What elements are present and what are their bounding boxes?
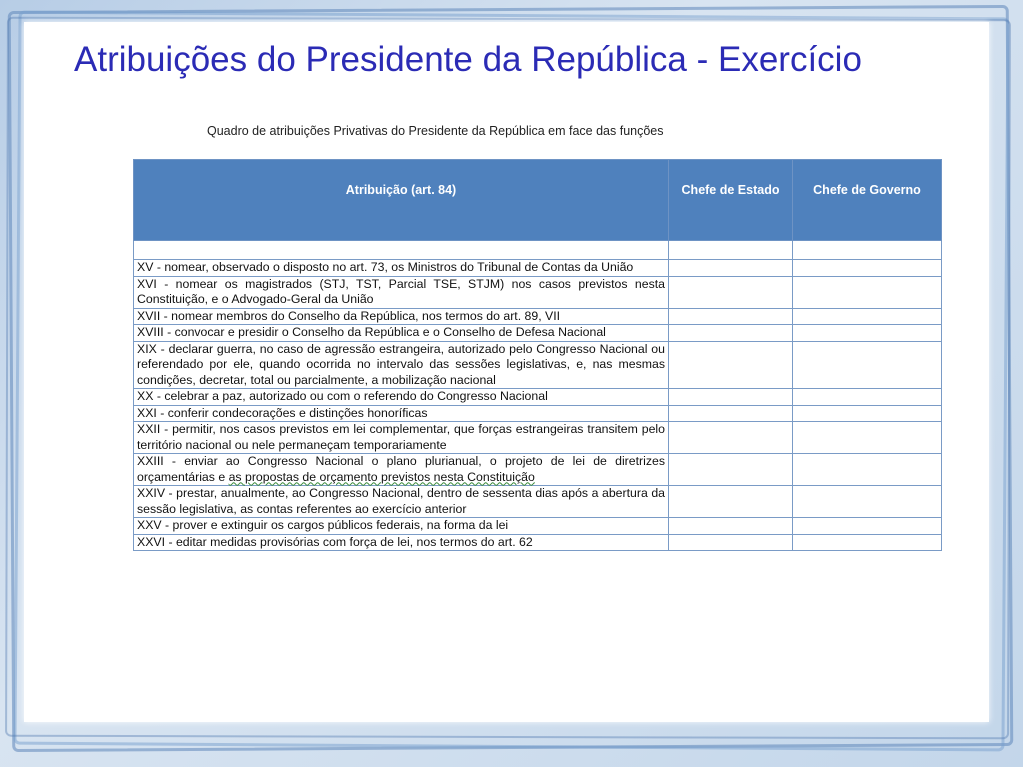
table-row xyxy=(134,486,942,518)
header-chefe-de-estado: Chefe de Estado xyxy=(669,160,793,241)
table-row xyxy=(134,241,942,260)
table-row xyxy=(134,518,942,535)
row-text: XX - celebrar a paz, autorizado ou com o referendo do Congresso Nacional xyxy=(134,389,669,406)
chefe-de-governo-cell xyxy=(793,276,942,308)
header-chefe-de-governo: Chefe de Governo xyxy=(793,160,942,241)
table-caption: Quadro de atribuições Privativas do Presidente da República em face das funções xyxy=(207,124,664,138)
chefe-de-governo-cell xyxy=(793,325,942,342)
table-row xyxy=(134,308,942,325)
table-row xyxy=(134,341,942,389)
table-header-row xyxy=(134,160,942,241)
table-row xyxy=(134,260,942,277)
row-text: XVI - nomear os magistrados (STJ, TST, Parcial TSE, STJM) nos casos previstos nesta Constituição, e o Advogado-Geral da União xyxy=(134,276,669,308)
chefe-de-estado-cell xyxy=(669,405,793,422)
chefe-de-estado-cell xyxy=(669,389,793,406)
chefe-de-governo-cell xyxy=(793,422,942,454)
chefe-de-governo-cell xyxy=(793,486,942,518)
chefe-de-governo-cell xyxy=(793,389,942,406)
chefe-de-governo-cell xyxy=(793,241,942,260)
spellcheck-marked-text: as propostas de orçamento previstos nesta Constituição xyxy=(228,469,535,484)
chefe-de-estado-cell xyxy=(669,454,793,486)
chefe-de-estado-cell xyxy=(669,534,793,551)
slide-title: Atribuições do Presidente da República - Exercício xyxy=(74,40,862,79)
chefe-de-governo-cell xyxy=(793,260,942,277)
row-text: XV - nomear, observado o disposto no art. 73, os Ministros do Tribunal de Contas da União xyxy=(134,260,669,277)
row-text: XXVI - editar medidas provisórias com força de lei, nos termos do art. 62 xyxy=(134,534,669,551)
table-row xyxy=(134,422,942,454)
table-row xyxy=(134,405,942,422)
row-text xyxy=(134,241,669,260)
row-text: XXIV - prestar, anualmente, ao Congresso Nacional, dentro de sessenta dias após a abertura da sessão legislativa, as contas referentes ao exercício anterior xyxy=(134,486,669,518)
chefe-de-estado-cell xyxy=(669,422,793,454)
table-row xyxy=(134,276,942,308)
chefe-de-governo-cell xyxy=(793,405,942,422)
chefe-de-governo-cell xyxy=(793,454,942,486)
chefe-de-estado-cell xyxy=(669,276,793,308)
chefe-de-estado-cell xyxy=(669,341,793,389)
table-row xyxy=(134,454,942,486)
chefe-de-governo-cell xyxy=(793,308,942,325)
row-text: XVIII - convocar e presidir o Conselho da República e o Conselho de Defesa Nacional xyxy=(134,325,669,342)
chefe-de-governo-cell xyxy=(793,341,942,389)
chefe-de-estado-cell xyxy=(669,241,793,260)
row-text: XVII - nomear membros do Conselho da República, nos termos do art. 89, VII xyxy=(134,308,669,325)
chefe-de-estado-cell xyxy=(669,308,793,325)
chefe-de-estado-cell xyxy=(669,260,793,277)
row-text: XXI - conferir condecorações e distinções honoríficas xyxy=(134,405,669,422)
header-atribuicao: Atribuição (art. 84) xyxy=(134,160,669,241)
chefe-de-governo-cell xyxy=(793,518,942,535)
row-text xyxy=(134,454,669,486)
table-row xyxy=(134,534,942,551)
row-text: XIX - declarar guerra, no caso de agressão estrangeira, autorizado pelo Congresso Nacional ou referendado por ele, quando ocorrida no intervalo das sessões legislativas, e, nas mesmas condições, decretar, total ou parcialmente, a mobilização nacional xyxy=(134,341,669,389)
row-text: XXV - prover e extinguir os cargos públicos federais, na forma da lei xyxy=(134,518,669,535)
chefe-de-estado-cell xyxy=(669,325,793,342)
row-text-plain: XXIII - enviar ao Congresso Nacional o plano plurianual, o projeto de lei de diretrizes orçamentárias e xyxy=(137,454,665,484)
attributions-table xyxy=(133,159,942,551)
chefe-de-governo-cell xyxy=(793,534,942,551)
row-text: XXII - permitir, nos casos previstos em lei complementar, que forças estrangeiras transitem pelo território nacional ou nele permaneçam temporariamente xyxy=(134,422,669,454)
table-row xyxy=(134,325,942,342)
table-row xyxy=(134,389,942,406)
chefe-de-estado-cell xyxy=(669,518,793,535)
chefe-de-estado-cell xyxy=(669,486,793,518)
